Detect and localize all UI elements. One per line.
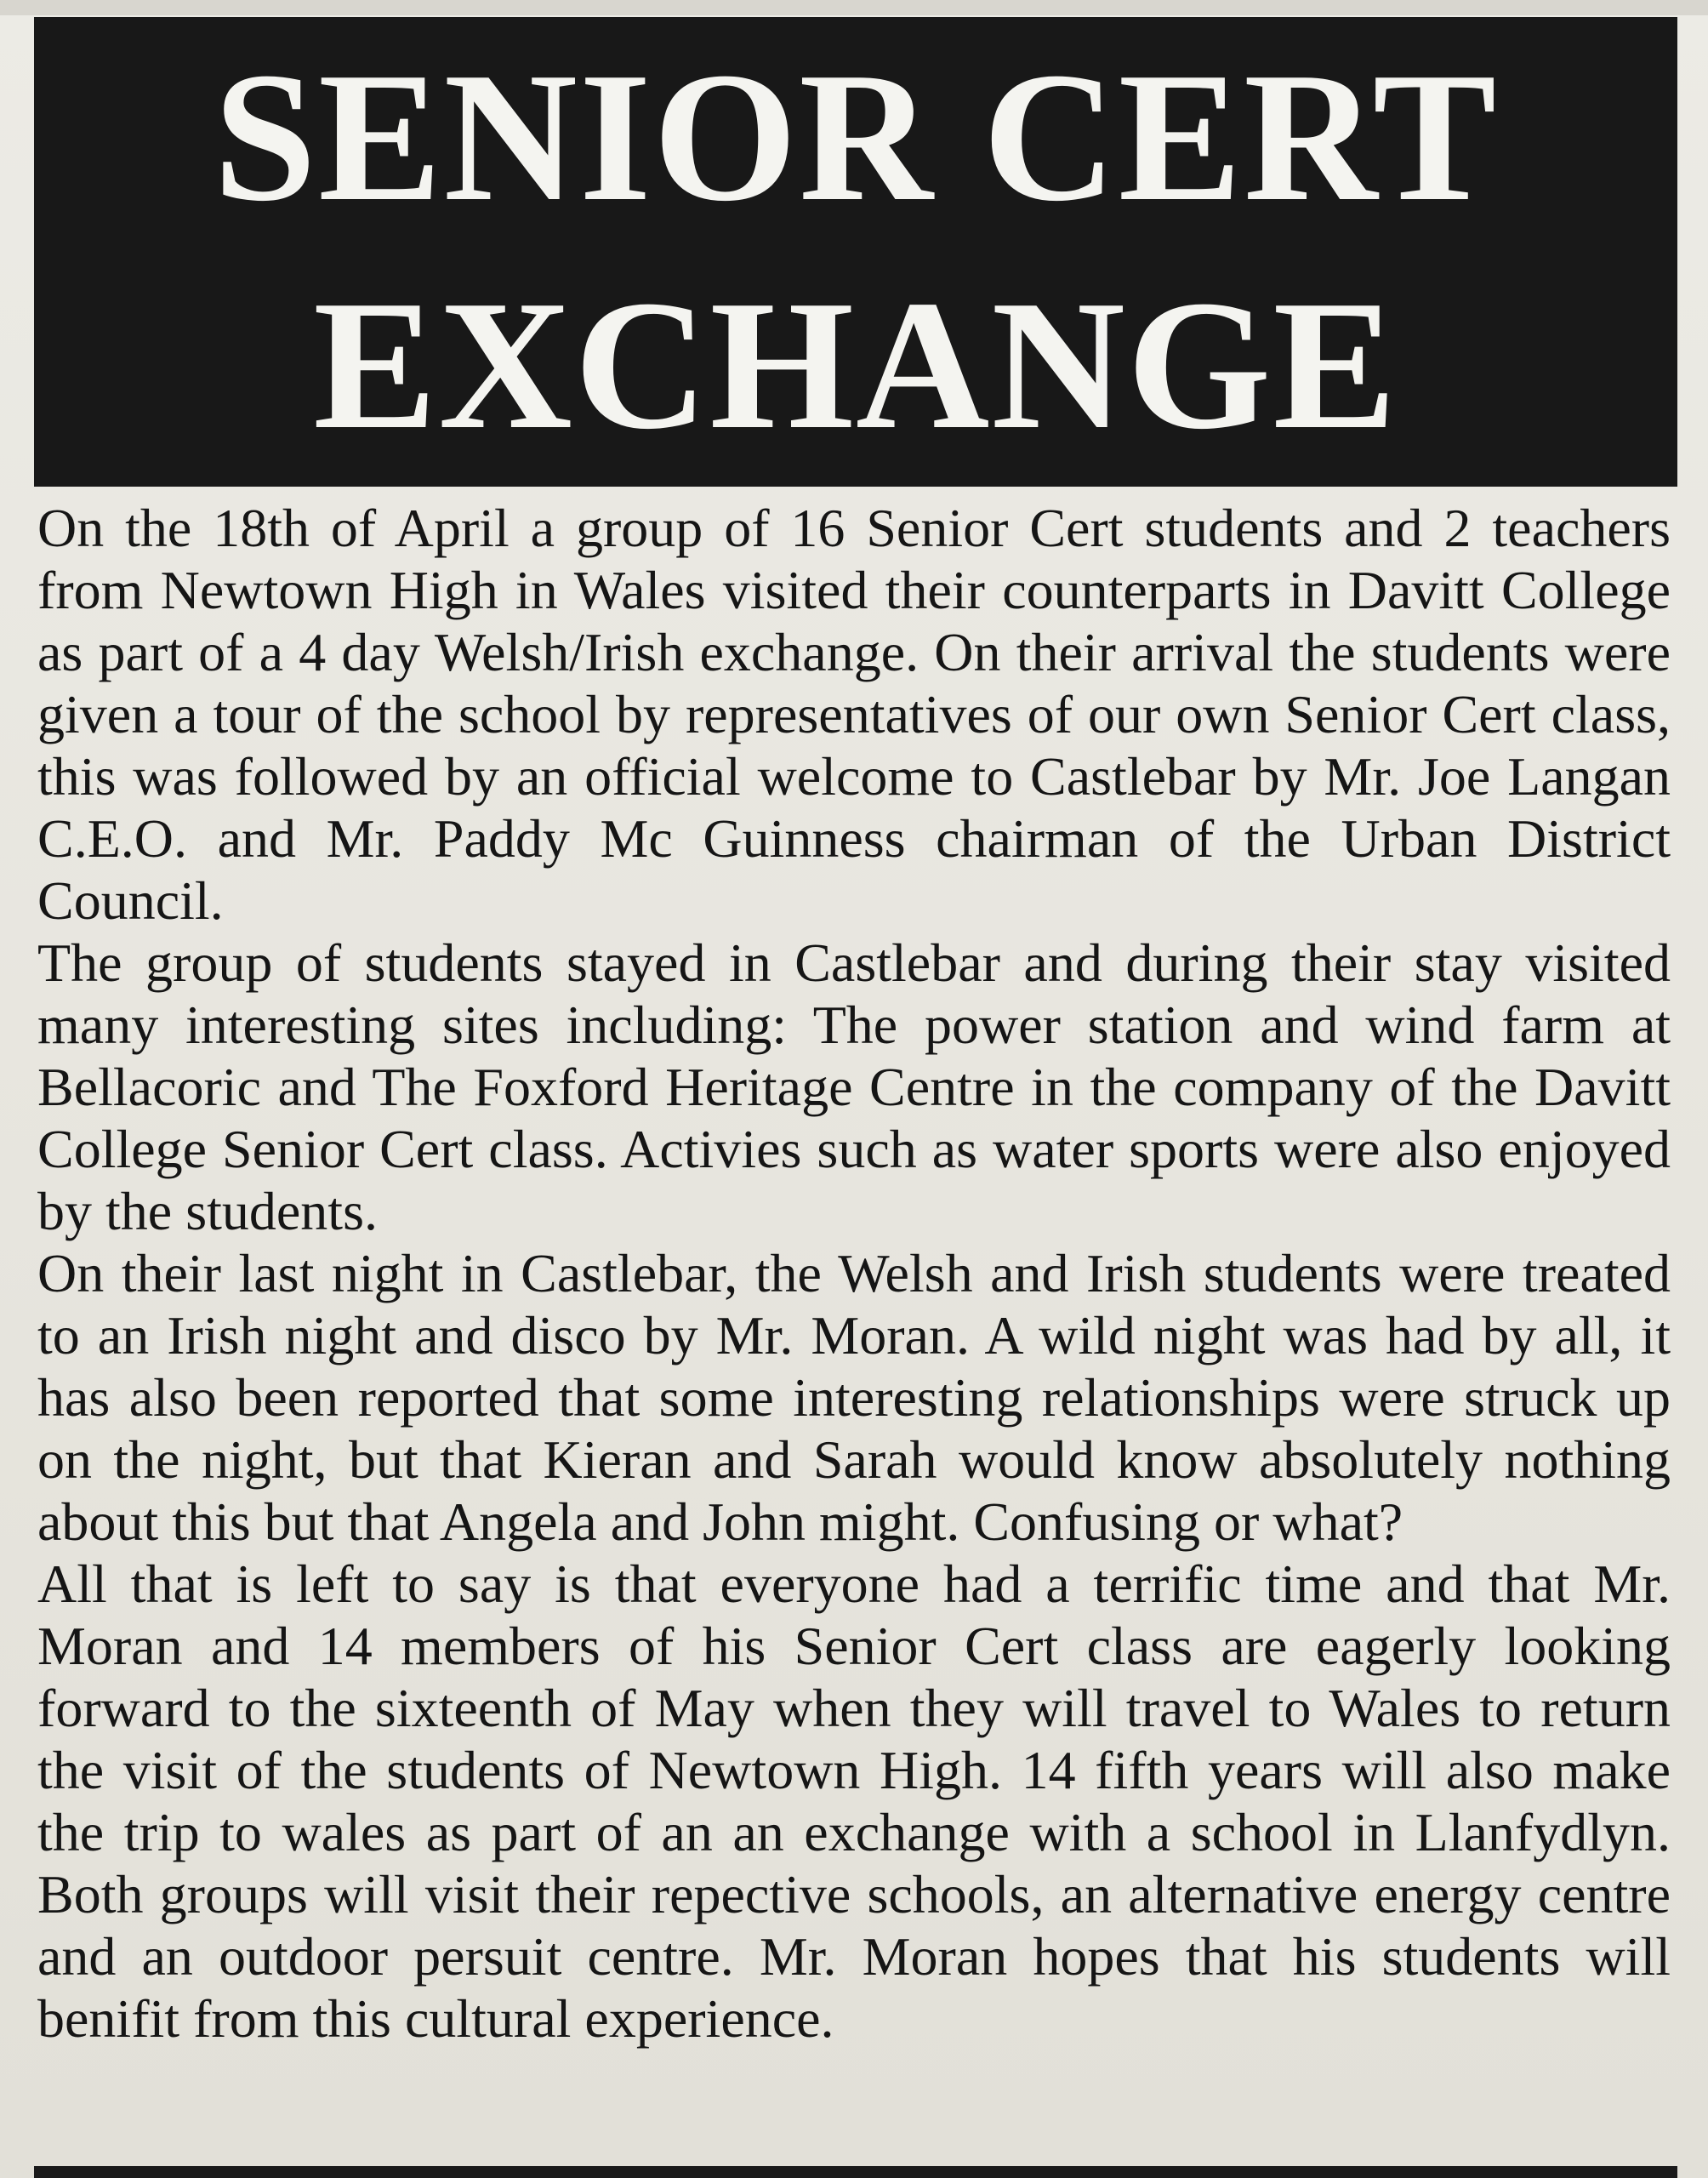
headline-banner xyxy=(34,17,1677,487)
previous-article-edge xyxy=(0,0,1708,15)
headline-line-1: SENIOR CERT xyxy=(213,35,1499,240)
paragraph-return-visit: All that is left to say is that everyone had a terrific time and that Mr. Moran and 14 members of his Senior Cert class are eagerly looking forward to the sixteenth of May when they will travel to Wales to return the visit of the students of Newtown High. 14 fifth years will also make the trip to wales as part of an an exchange with a school in Llanfydlyn. Both groups will visit their repective schools, an alternative energy centre and an outdoor persuit centre. Mr. Moran hopes that his students will benifit from this cultural experience. xyxy=(37,1554,1671,2049)
bottom-rule xyxy=(34,2166,1677,2178)
paragraph-visit-arrival: On the 18th of April a group of 16 Senior Cert students and 2 teachers from Newtown High in Wales visited their counterparts in Davitt College as part of a 4 day Welsh/Irish exchange. On their arrival the students were given a tour of the school by representatives of our own Senior Cert class, this was followed by an official welcome to Castlebar by Mr. Joe Langan C.E.O. and Mr. Paddy Mc Guinness chairman of the Urban District Council. xyxy=(37,498,1671,931)
headline-line-2: EXCHANGE xyxy=(313,263,1398,468)
article-body xyxy=(37,497,1671,2130)
paragraph-stay-activities: The group of students stayed in Castlebar and during their stay visited many interesting sites including: The power station and wind farm at Bellacoric and The Foxford Heritage Centre in the company of the Davitt College Senior Cert class. Activies such as water sports were also enjoyed by the students. xyxy=(37,932,1671,1241)
paragraph-last-night: On their last night in Castlebar, the Welsh and Irish students were treated to an Irish night and disco by Mr. Moran. A wild night was had by all, it has also been reported that some interesting relationships were struck up on the night, but that Kieran and Sarah would know absolutely nothing about this but that Angela and John might. Confusing or what? xyxy=(37,1243,1671,1552)
